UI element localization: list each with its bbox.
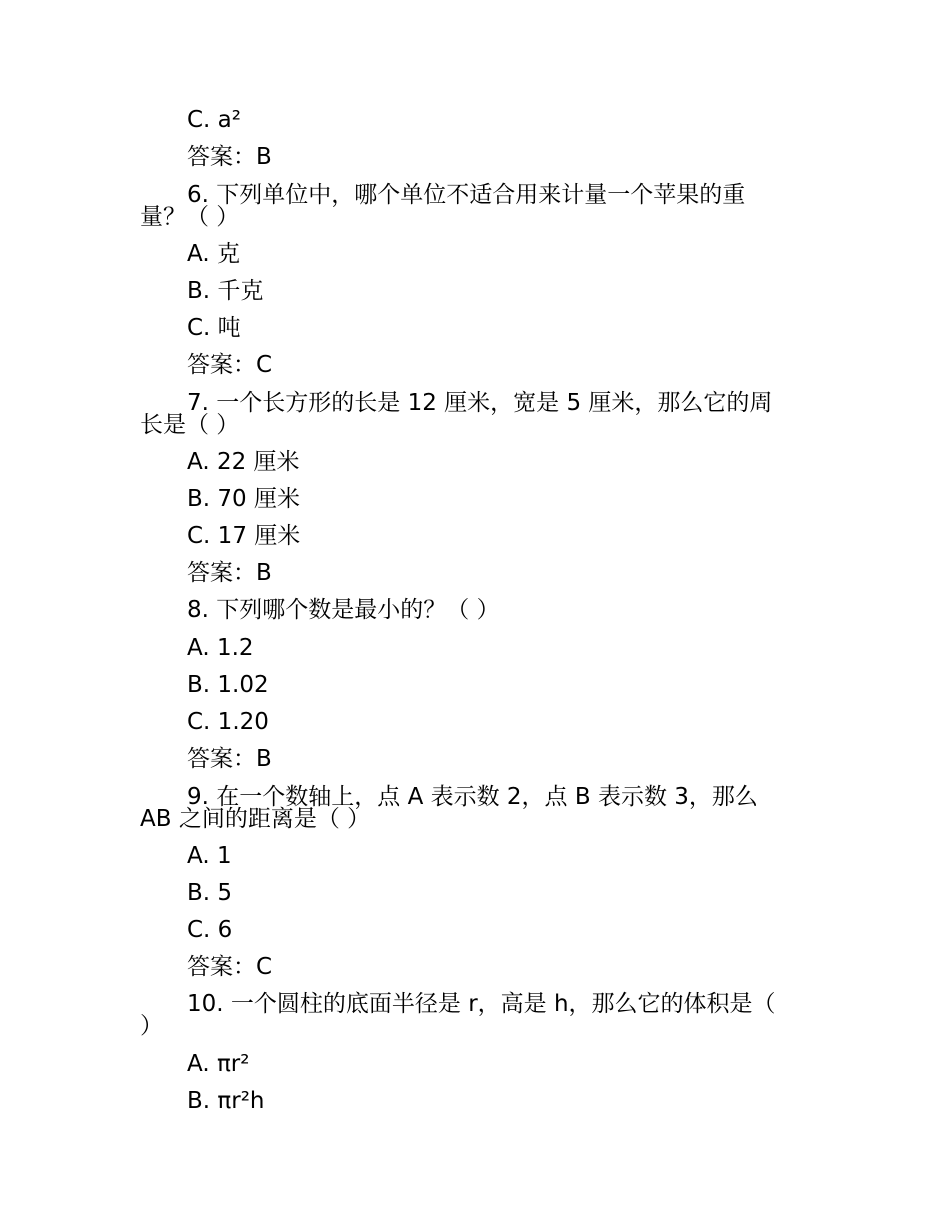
question-continuation-line: ） <box>140 1013 163 1039</box>
question-line: 9. 在一个数轴上，点 A 表示数 2，点 B 表示数 3，那么 <box>187 784 758 810</box>
option-line: C. 6 <box>187 917 233 943</box>
option-line: B. 5 <box>187 880 233 906</box>
question-line: 8. 下列哪个数是最小的？（ ） <box>187 597 500 623</box>
option-line: B. πr²h <box>187 1088 265 1114</box>
question-continuation-line: 量？（ ） <box>140 204 240 230</box>
option-line: A. 22 厘米 <box>187 449 300 475</box>
option-line: A. 1.2 <box>187 635 254 661</box>
option-line: A. πr² <box>187 1051 250 1077</box>
answer-line: 答案：B <box>187 560 272 586</box>
answer-line: 答案：B <box>187 144 272 170</box>
option-line: B. 千克 <box>187 278 264 304</box>
option-line: C. a² <box>187 107 241 133</box>
option-line: C. 吨 <box>187 315 241 341</box>
answer-line: 答案：B <box>187 746 272 772</box>
option-line: B. 1.02 <box>187 672 269 698</box>
question-line: 7. 一个长方形的长是 12 厘米，宽是 5 厘米，那么它的周 <box>187 390 773 416</box>
question-line: 6. 下列单位中，哪个单位不适合用来计量一个苹果的重 <box>187 182 746 208</box>
question-continuation-line: 长是（ ） <box>140 412 240 438</box>
option-line: B. 70 厘米 <box>187 486 300 512</box>
question-line: 10. 一个圆柱的底面半径是 r，高是 h，那么它的体积是（ <box>187 991 776 1017</box>
option-line: C. 17 厘米 <box>187 523 301 549</box>
option-line: A. 1 <box>187 843 232 869</box>
answer-line: 答案：C <box>187 352 273 378</box>
option-line: C. 1.20 <box>187 709 269 735</box>
question-continuation-line: AB 之间的距离是（ ） <box>140 806 371 832</box>
answer-line: 答案：C <box>187 954 273 980</box>
option-line: A. 克 <box>187 241 240 267</box>
